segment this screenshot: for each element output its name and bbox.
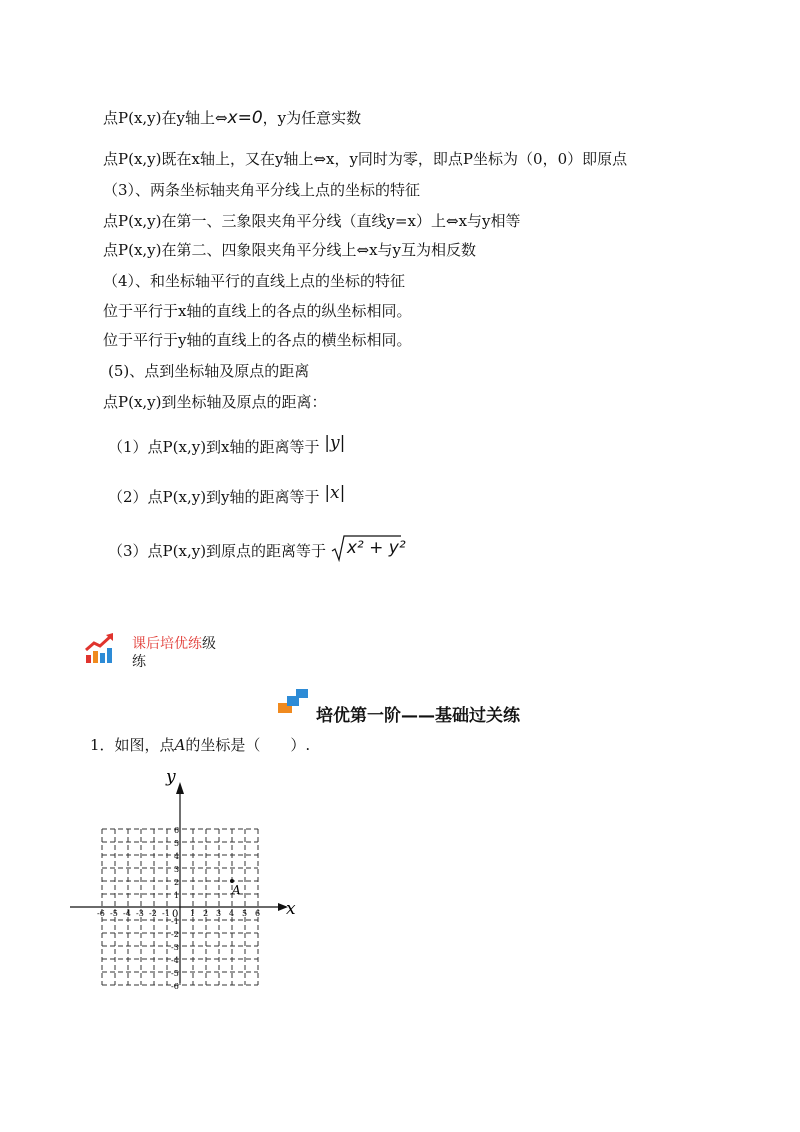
math-x-equals-0: x=0 <box>227 108 263 128</box>
x-tick-label: 6 <box>255 909 261 918</box>
y-tick-label: -5 <box>171 969 179 978</box>
y-tick-label: -3 <box>171 943 179 952</box>
text-segment: （3）点P(x,y)到原点的距离等于 <box>108 542 327 560</box>
y-tick-label: 2 <box>174 878 180 887</box>
text-line-bisector-13: 点P(x,y)在第一、三象限夹角平分线（直线y=x）上⇔x与y相等 <box>103 212 521 230</box>
x-tick-label: -5 <box>110 909 118 918</box>
x-tick-label: 2 <box>203 909 209 918</box>
chart-growth-icon <box>84 631 118 665</box>
question-text: 如图，点 <box>114 736 175 754</box>
question-number: 1． <box>90 736 115 754</box>
text-segment: （1）点P(x,y)到x轴的距离等于 <box>108 438 320 456</box>
banner-subtitle: 练 <box>132 654 146 670</box>
text-line-origin: 点P(x,y)既在x轴上，又在y轴上⇔x，y同时为零，即点P坐标为（0，0）即原点 <box>103 150 628 168</box>
text-line-parallel-y: 位于平行于y轴的直线上的各点的横坐标相同。 <box>103 331 412 349</box>
text-line-distance-intro: 点P(x,y)到坐标轴及原点的距离： <box>103 393 327 411</box>
y-tick-label: -4 <box>171 956 179 965</box>
heading-bisector: （3）、两条坐标轴夹角平分线上点的坐标的特征 <box>103 181 421 199</box>
y-axis-label: y <box>166 768 176 787</box>
text-segment: ，y为任意实数 <box>262 109 362 127</box>
y-tick-label: -6 <box>171 982 179 991</box>
text-line-distance-origin <box>108 540 406 564</box>
y-tick-label: 3 <box>174 865 180 874</box>
question-text: 的坐标是（ ）. <box>185 736 311 754</box>
banner-red-text: 课后培优练 <box>132 636 202 652</box>
heading-parallel: （4）、和坐标轴平行的直线上点的坐标的特征 <box>103 272 406 290</box>
x-tick-label: 5 <box>242 909 248 918</box>
math-sqrt <box>331 534 406 558</box>
x-tick-label: -3 <box>136 909 144 918</box>
y-tick-label: 5 <box>174 839 180 848</box>
y-tick-label: 1 <box>174 891 180 900</box>
point-a-label: A <box>232 883 241 897</box>
x-tick-label: 3 <box>216 909 222 918</box>
text-line-parallel-x: 位于平行于x轴的直线上的各点的纵坐标相同。 <box>103 302 412 320</box>
text-line-y-axis <box>103 108 361 128</box>
math-x2-plus-y2: x² + y² <box>346 538 406 558</box>
origin-label: 0 <box>172 909 179 920</box>
section-title: 培优第一阶——基础过关练 <box>316 706 520 726</box>
y-tick-label: 6 <box>174 826 180 835</box>
heading-distance: (5)、点到坐标轴及原点的距离 <box>108 362 310 380</box>
sqrt-sign-icon <box>331 534 401 562</box>
x-tick-label: -4 <box>123 909 131 918</box>
x-tick-label: -1 <box>162 909 170 918</box>
banner-title <box>132 633 216 653</box>
text-segment: （2）点P(x,y)到y轴的距离等于 <box>108 488 320 506</box>
text-segment: 点P(x,y)在y轴上⇔ <box>103 109 228 127</box>
coordinate-plane-figure <box>66 768 306 998</box>
question-1 <box>90 735 310 755</box>
banner-black-text: 级 <box>202 636 216 652</box>
x-tick-label: 4 <box>229 909 235 918</box>
math-abs-x: |x| <box>324 483 346 503</box>
tick-labels <box>97 826 260 991</box>
question-variable: A <box>174 736 186 754</box>
y-tick-label: -2 <box>171 930 179 939</box>
x-tick-label: -2 <box>149 909 157 918</box>
math-abs-y: |y| <box>324 433 346 453</box>
text-line-bisector-24: 点P(x,y)在第二、四象限夹角平分线上⇔x与y互为相反数 <box>103 241 477 259</box>
x-axis-label: x <box>286 899 296 919</box>
stairs-icon <box>278 688 310 714</box>
x-tick-label: -6 <box>97 909 105 918</box>
y-axis-arrow-icon <box>176 782 184 794</box>
text-line-distance-x <box>108 433 346 457</box>
y-tick-label: 4 <box>174 852 180 861</box>
text-line-distance-y <box>108 483 346 507</box>
y-tick-label: -1 <box>171 917 179 926</box>
x-tick-label: 1 <box>190 909 196 918</box>
